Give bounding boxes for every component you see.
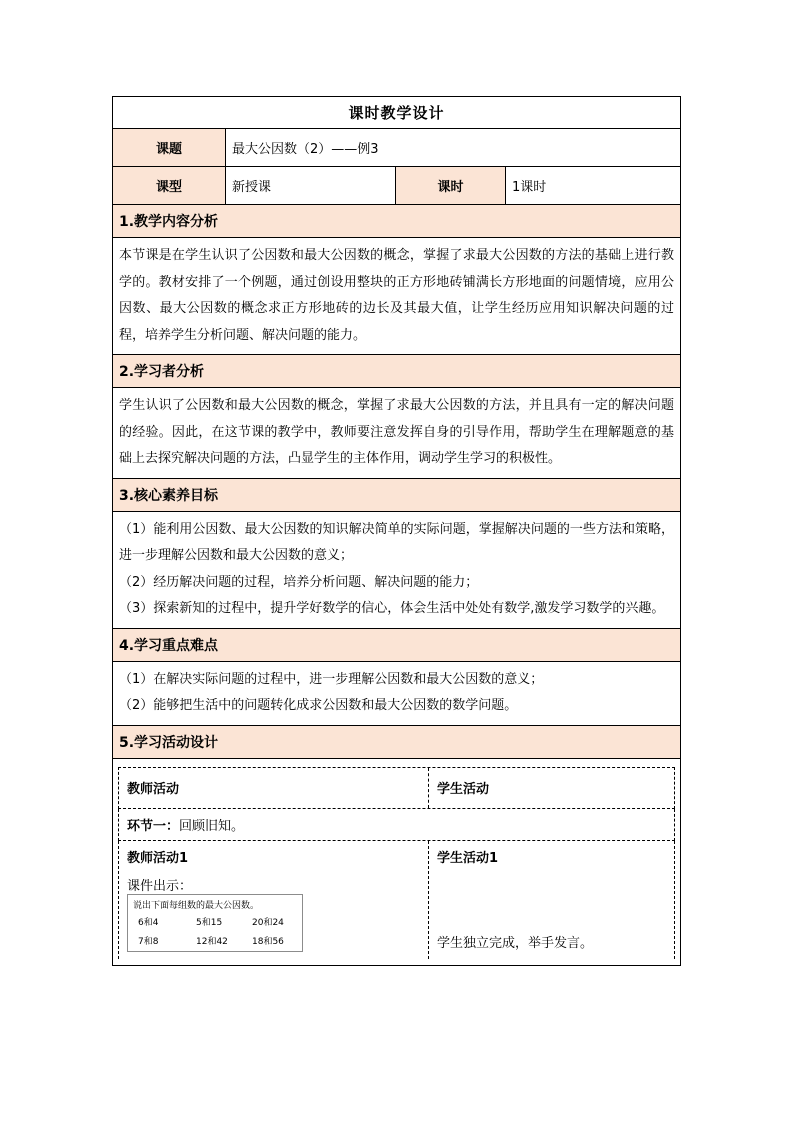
topic-value: 最大公因数（2）——例3 <box>232 142 379 157</box>
number-pair: 20和24 <box>252 917 284 928</box>
slide-caption: 说出下面每组数的最大公因数。 <box>133 900 260 911</box>
topic-label: 课题 <box>113 129 226 166</box>
teacher-activity-text: 课件出示： <box>127 878 193 894</box>
activity-header-row <box>118 767 675 809</box>
lesson-type-row <box>113 167 680 205</box>
lesson-type-value: 新授课 <box>226 167 396 204</box>
doc-title: 课时教学设计 <box>113 97 680 129</box>
core-goals-list <box>113 512 680 629</box>
courseware-slide <box>127 894 303 952</box>
content-analysis-text <box>113 238 680 355</box>
content-analysis-paragraph: 本节课是在学生认识了公因数和最大公因数的概念，掌握了求最大公因数的方法的基础上进行教学的。教材安排了一个例题，通过创设用整块的正方形地砖铺满长方形地面的问题情境，应用公因数、最大公因数的概念求正方形地砖的边长及其最大值，让学生经历应用知识解决问题的过程，培养学生分析问题、解决问题的能力。 <box>119 248 674 343</box>
core-goal-item: （3）探索新知的过程中，提升学好数学的信心，体会生活中处处有数学,激发学习数学的兴趣。 <box>119 601 665 616</box>
teacher-activity-cell <box>119 841 429 959</box>
section-heading-key-points: 4.学习重点难点 <box>113 629 680 662</box>
learner-analysis-text <box>113 388 680 479</box>
activity-design <box>113 759 680 965</box>
stage-label: 环节一： <box>127 818 180 834</box>
core-goal-item: （1）能利用公因数、最大公因数的知识解决简单的实际问题，掌握解决问题的一些方法和策略，进一步理解公因数和最大公因数的意义； <box>119 521 674 563</box>
core-goal-item: （2）经历解决问题的过程，培养分析问题、解决问题的能力； <box>119 574 479 590</box>
number-pair: 6和4 <box>138 917 159 928</box>
number-pairs-grid <box>133 915 297 947</box>
activity-body-row <box>118 841 675 959</box>
student-activity-text: 学生独立完成，举手发言。 <box>437 935 594 951</box>
hours-value: 1课时 <box>512 180 547 195</box>
lesson-plan-table <box>112 96 681 966</box>
student-activity-title: 学生活动1 <box>437 850 499 866</box>
student-activity-cell <box>429 841 674 959</box>
teacher-activity-column-header: 教师活动 <box>119 768 429 808</box>
key-points-list <box>113 662 680 726</box>
stage-text: 回顾旧知。 <box>179 818 245 834</box>
learner-analysis-paragraph: 学生认识了公因数和最大公因数的概念，掌握了求最大公因数的方法，并且具有一定的解决问题的经验。因此，在这节课的教学中，教师要注意发挥自身的引导作用，帮助学生在理解题意的基础上去探究解决问题的方法，凸显学生的主体作用，调动学生学习的积极性。 <box>119 398 674 466</box>
number-pair: 7和8 <box>138 936 159 947</box>
teacher-activity-title: 教师活动1 <box>127 850 189 866</box>
key-point-item: （2）能够把生活中的问题转化成求公因数和最大公因数的数学问题。 <box>119 698 518 713</box>
hours-label: 课时 <box>396 167 506 204</box>
key-point-item: （1）在解决实际问题的过程中，进一步理解公因数和最大公因数的意义； <box>119 671 544 687</box>
topic-row <box>113 129 680 167</box>
section-heading-learner-analysis: 2.学习者分析 <box>113 355 680 388</box>
number-pair: 18和56 <box>252 936 284 947</box>
lesson-type-label: 课型 <box>113 167 226 204</box>
student-activity-column-header: 学生活动 <box>437 782 490 797</box>
number-pair: 5和15 <box>196 917 223 928</box>
section-heading-core-goals: 3.核心素养目标 <box>113 479 680 512</box>
stage-one-row <box>118 809 675 841</box>
section-heading-content-analysis: 1.教学内容分析 <box>113 205 680 238</box>
number-pair: 12和42 <box>196 936 228 947</box>
section-heading-activity-design: 5.学习活动设计 <box>113 726 680 759</box>
